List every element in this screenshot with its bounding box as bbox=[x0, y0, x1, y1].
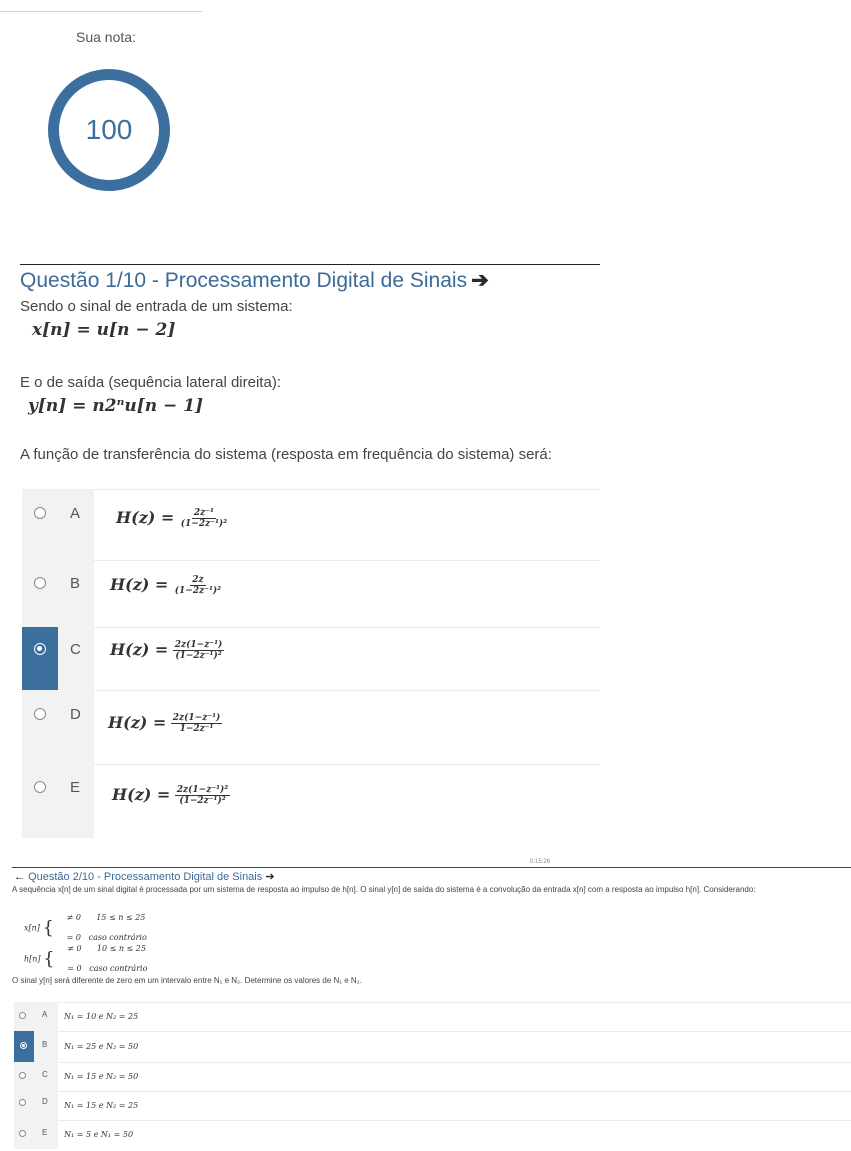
option-radio[interactable] bbox=[34, 507, 46, 519]
option-denominator: 1−2z⁻¹ bbox=[179, 724, 214, 735]
option-content bbox=[94, 627, 600, 690]
option-radio[interactable] bbox=[34, 577, 46, 589]
option-letter: C bbox=[42, 1070, 48, 1079]
option-content bbox=[94, 764, 600, 838]
question-2-title-text: Questão 2/10 - Processamento Digital de Sinais bbox=[28, 871, 263, 883]
option-content bbox=[58, 1031, 851, 1062]
x-def-line2: = 0 caso contrário bbox=[66, 933, 147, 942]
option-answer: N₁ = 15 e N₂ = 25 bbox=[64, 1101, 139, 1110]
option-content bbox=[94, 560, 600, 627]
option-content bbox=[58, 1120, 851, 1149]
option-letter: C bbox=[70, 641, 81, 658]
question-1-divider bbox=[20, 264, 600, 265]
q2-option-c[interactable] bbox=[14, 1062, 851, 1091]
option-denominator: (1−2z⁻¹)² bbox=[179, 796, 226, 807]
h-def-name: h[n] bbox=[24, 954, 41, 964]
q2-option-a[interactable] bbox=[14, 1002, 851, 1031]
option-radio[interactable] bbox=[34, 781, 46, 793]
h-def-line1: ≠ 0 10 ≤ n ≤ 25 bbox=[67, 944, 146, 953]
score-value: 100 bbox=[85, 114, 133, 145]
option-letter: D bbox=[42, 1097, 48, 1106]
option-e[interactable] bbox=[22, 764, 600, 838]
option-c[interactable] bbox=[22, 627, 600, 690]
option-letter: A bbox=[42, 1010, 48, 1019]
option-radio[interactable] bbox=[34, 708, 46, 720]
option-radio[interactable] bbox=[34, 643, 46, 655]
option-answer: N₁ = 25 e N₂ = 50 bbox=[64, 1042, 139, 1051]
option-numerator: 2z(1−z⁻¹) bbox=[172, 713, 221, 724]
option-letter: E bbox=[70, 779, 81, 796]
h-definition: h[n] { ≠ 0 10 ≤ n ≤ 25 = 0 caso contrário bbox=[24, 944, 148, 973]
option-letter: A bbox=[70, 505, 81, 522]
option-content bbox=[94, 690, 600, 764]
option-numerator: 2z(1−z⁻¹)² bbox=[176, 785, 229, 796]
option-letter: B bbox=[70, 575, 81, 592]
option-letter: D bbox=[70, 706, 81, 723]
option-content bbox=[58, 1062, 851, 1091]
x-def-line1: ≠ 0 15 ≤ n ≤ 25 bbox=[66, 913, 146, 922]
top-divider bbox=[0, 11, 202, 12]
option-denominator: (1−2z⁻¹)² bbox=[180, 519, 228, 530]
option-content bbox=[58, 1002, 851, 1031]
question-1-output-intro: E o de saída (sequência lateral direita): bbox=[20, 374, 281, 391]
option-d[interactable] bbox=[22, 690, 600, 764]
question-2-prompt: O sinal y[n] será diferente de zero em um intervalo entre N₁ e N₂. Determine os valores de N₁ e N₂. bbox=[12, 976, 362, 985]
option-radio[interactable] bbox=[19, 1099, 26, 1106]
selected-indicator bbox=[22, 627, 58, 690]
x-def-name: x[n] bbox=[24, 923, 40, 933]
h-def-line2: = 0 caso contrário bbox=[67, 964, 148, 973]
option-content bbox=[58, 1091, 851, 1120]
question-1-input-equation: x[n] = u[n − 2] bbox=[32, 320, 176, 340]
option-radio[interactable] bbox=[19, 1012, 26, 1019]
option-answer: N₁ = 15 e N₂ = 50 bbox=[64, 1072, 139, 1081]
option-radio[interactable] bbox=[19, 1130, 26, 1137]
option-numerator: 2z bbox=[192, 575, 204, 586]
option-lhs: H(z) = bbox=[110, 640, 169, 659]
q2-option-d[interactable] bbox=[14, 1091, 851, 1120]
option-lhs: H(z) = bbox=[116, 508, 175, 527]
option-b[interactable] bbox=[22, 560, 600, 627]
question-2-divider bbox=[12, 867, 851, 868]
question-1-title-text: Questão 1/10 - Processamento Digital de Sinais bbox=[20, 269, 468, 292]
question-1-intro: Sendo o sinal de entrada de um sistema: bbox=[20, 298, 293, 315]
option-a[interactable] bbox=[22, 489, 600, 560]
option-radio[interactable] bbox=[20, 1042, 27, 1049]
next-arrow-icon[interactable]: ➔ bbox=[265, 871, 275, 883]
option-lhs: H(z) = bbox=[108, 713, 167, 732]
option-content bbox=[94, 489, 600, 560]
option-letter: B bbox=[42, 1040, 48, 1049]
question-2-intro: A sequência x[n] de um sinal digital é processada por um sistema de resposta ao impulso de h[n]. O sinal y[n] de saída do sistema é a convolução da entrada x[n] com a resposta ao impulso h[n]. Considerando: bbox=[12, 885, 756, 894]
option-lhs: H(z) = bbox=[110, 575, 169, 594]
score-label: Sua nota: bbox=[76, 29, 136, 45]
option-letter: E bbox=[42, 1128, 48, 1137]
next-arrow-icon[interactable]: ➔ bbox=[471, 269, 489, 292]
q2-option-b[interactable] bbox=[14, 1031, 851, 1062]
timestamp: 0:15:26 bbox=[530, 859, 551, 865]
x-definition: x[n] { ≠ 0 15 ≤ n ≤ 25 = 0 caso contrário bbox=[24, 913, 147, 942]
option-answer: N₁ = 10 e N₂ = 25 bbox=[64, 1012, 139, 1021]
back-arrow-icon[interactable]: ← bbox=[14, 871, 25, 883]
q2-option-e[interactable] bbox=[14, 1120, 851, 1149]
option-answer: N₁ = 5 e N₁ = 50 bbox=[64, 1130, 134, 1139]
question-1-prompt: A função de transferência do sistema (resposta em frequência do sistema) será: bbox=[20, 446, 552, 463]
option-numerator: 2z(1−z⁻¹) bbox=[174, 640, 223, 651]
option-numerator: 2z⁻¹ bbox=[193, 508, 214, 519]
question-1-title[interactable] bbox=[20, 268, 489, 293]
option-lhs: H(z) = bbox=[112, 785, 171, 804]
question-1-output-equation: y[n] = n2ⁿu[n − 1] bbox=[28, 396, 204, 416]
option-denominator: (1−2z⁻¹)² bbox=[174, 586, 222, 597]
option-denominator: (1−2z⁻¹)² bbox=[175, 651, 222, 662]
option-radio[interactable] bbox=[19, 1072, 26, 1079]
question-2-title[interactable] bbox=[14, 870, 275, 883]
